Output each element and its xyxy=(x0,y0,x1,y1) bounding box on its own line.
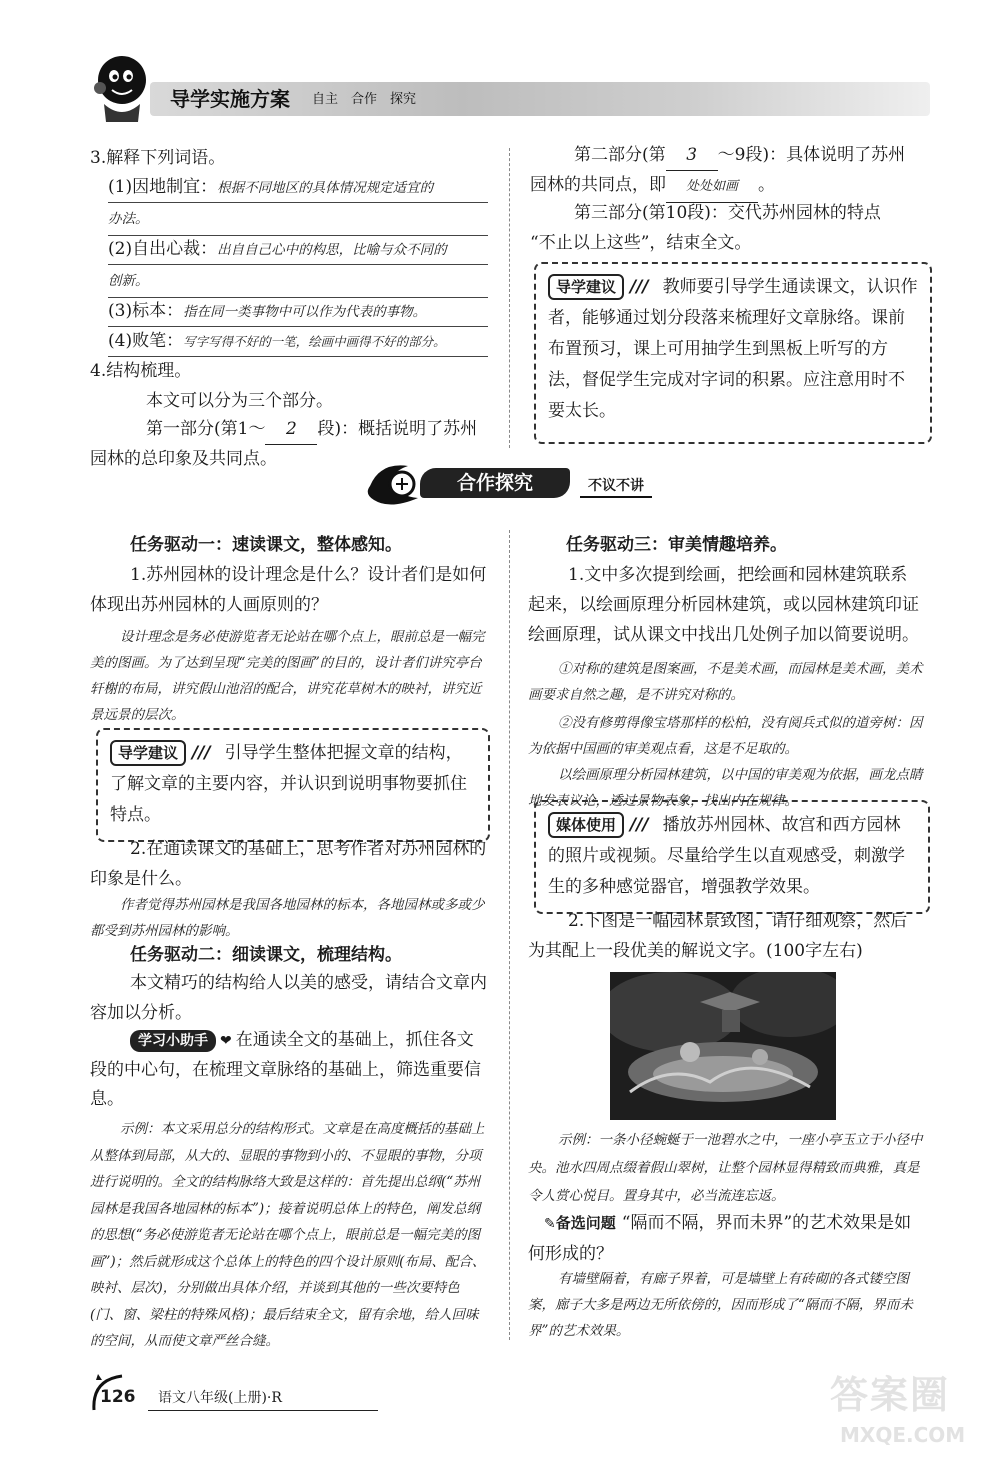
helper-tag: 学习小助手 xyxy=(130,1030,216,1052)
task3-answer-2: 示例：一条小径蜿蜒于一池碧水之中，一座小亭玉立于小径中央。池水四周点缀着假山翠树，让整个园林显得精致而典雅，真是令人赏心悦目。置身其中，必当流连忘返。 xyxy=(528,1132,923,1204)
word-item-4 xyxy=(108,326,488,357)
media-use-box xyxy=(534,800,930,914)
word-label: (4)败笔： xyxy=(108,331,184,351)
page-header xyxy=(80,50,930,125)
section-banner xyxy=(360,456,660,512)
q4-title: 4.结构梳理。 xyxy=(90,361,192,381)
part1-text-a: 第一部分(第1～ xyxy=(146,419,266,439)
helper-block xyxy=(90,1026,490,1114)
page-footer xyxy=(88,1370,388,1420)
part1-blank: 2 xyxy=(265,414,317,445)
footer-rule xyxy=(148,1410,378,1411)
guide-tip-text: 教师要引导学生通读课文，认识作者，能够通过划分段落来梳理好文章脉络。课前布置预习，课上可用抽学生到黑板上听写的方法，督促学生完成对字词的积累。应注意用时不要太长。 xyxy=(548,277,918,421)
extra-tag: 备选问题 xyxy=(555,1214,616,1232)
word-item-2 xyxy=(108,234,488,298)
task3-answer-1b: ②没有修剪得像宝塔那样的松柏，没有阅兵式似的道旁树：因为依据中国画的审美观点看，这是不足取的。 xyxy=(528,715,923,757)
garden-photo xyxy=(610,972,836,1120)
watermark-url: MXQE.COM xyxy=(840,1423,966,1447)
tag-slash-icon: /// xyxy=(630,815,649,835)
part2-text-c: 园林的共同点，即 xyxy=(530,175,666,195)
heart-icon: ❤ xyxy=(220,1033,232,1049)
guide-tip-text: 引导学生整体把握文章的结构，了解文章的主要内容，并认识到说明事物要抓住特点。 xyxy=(110,743,467,825)
task2-question: 本文精巧的结构给人以美的感受，请结合文章内容加以分析。 xyxy=(90,973,487,1023)
word-answer-cont: 创新。 xyxy=(108,265,488,298)
word-item-1 xyxy=(108,172,488,236)
part2-blank-2: 处处如画 xyxy=(666,172,758,203)
task3-title: 任务驱动三：审美情趣培养。 xyxy=(566,535,787,555)
task1-answer: 设计理念是务必使游览者无论站在哪个点上，眼前总是一幅完美的图画。为了达到呈现“完美的图画”的目的，设计者们讲究亭台轩榭的布局，讲究假山池沼的配合，讲究花草树木的映衬，讲究近景远景的层次。 xyxy=(90,629,485,723)
word-answer-cont: 办法。 xyxy=(108,203,488,236)
q3-title: 3.解释下列词语。 xyxy=(90,148,226,168)
part1-line xyxy=(146,414,477,445)
word-answer: 写字写得不好的一笔，绘画中画得不好的部分。 xyxy=(183,334,446,349)
guide-tip-box-1 xyxy=(534,262,932,444)
task2-answer: 示例：本文采用总分的结构形式。文章是在高度概括的基础上从整体到局部，从大的、显眼的事物到小的、不显眼的事物，分项进行说明的。全文的结构脉络大致是这样的：首先提出总纲(“苏州园林是我国各地园林的标本”)；接着说明总体上的特色，阐发总纲的思想(“务必使游览者无论站在哪个点上，眼前总是一幅完美的图画”)；然后就形成这个总体上的特色的四个设计原则(布局、配合、映衬、层次)，分别做出具体介绍，并谈到其他的一些次要特色(门、窗、梁柱的特殊风格)；最后结束全文，留有余地，给人回味的空间，从而使文章严丝合缝。 xyxy=(90,1121,486,1349)
task2-title: 任务驱动二：细读课文，梳理结构。 xyxy=(130,945,402,965)
word-label: (1)因地制宜： xyxy=(108,177,218,197)
part1-line-2: 园林的总印象及共同点。 xyxy=(90,449,277,469)
task1-question: 1.苏州园林的设计理念是什么？设计者们是如何体现出苏州园林的人画原则的？ xyxy=(90,565,487,615)
extra-question-text: “隔而不隔，界而未界”的艺术效果是如何形成的？ xyxy=(528,1213,912,1264)
word-item-3 xyxy=(108,296,488,327)
word-answer: 指在同一类事物中可以作为代表的事物。 xyxy=(183,304,427,320)
task1-title: 任务驱动一：速读课文，整体感知。 xyxy=(130,535,402,555)
word-answer: 根据不同地区的具体情况规定适宜的 xyxy=(217,180,434,196)
watermark-text: 答案圈 xyxy=(830,1373,951,1417)
part2-text-a: 第二部分(第 xyxy=(574,145,666,165)
task1-question-2: 2.在通读课文的基础上，思考作者对苏州园林的印象是什么。 xyxy=(90,839,487,889)
guide-tip-box-2 xyxy=(96,728,490,842)
section-title: 合作探究 xyxy=(420,468,570,498)
part3-line: 第三部分(第10段)：交代苏州园林的特点 xyxy=(574,203,881,223)
part2-line xyxy=(574,140,905,171)
word-answer: 出自自己心中的构思，比喻与众不同的 xyxy=(217,242,447,258)
pencil-icon: ✎ xyxy=(544,1216,556,1232)
header-title: 导学实施方案 xyxy=(170,87,290,111)
helper-text: 在通读全文的基础上，抓住各文段的中心句，在梳理文章脉络的基础上，筛选重要信息。 xyxy=(90,1030,481,1109)
extra-question xyxy=(528,1208,924,1269)
media-use-text: 播放苏州园林、故宫和西方园林的照片或视频。尽量给学生以直观感受，刺激学生的多种感觉器官，增强教学效果。 xyxy=(548,815,905,897)
column-divider-top xyxy=(509,148,510,448)
tag-slash-icon: /// xyxy=(192,743,211,763)
task1-answer-2: 作者觉得苏州园林是我国各地园林的标本，各地园林或多或少都受到苏州园林的影响。 xyxy=(90,897,485,939)
media-use-tag: 媒体使用 xyxy=(548,812,624,838)
part2-text-b: ～9段)：具体说明了苏州 xyxy=(717,145,906,165)
word-label: (3)标本： xyxy=(108,301,184,321)
part2-blank: 3 xyxy=(666,140,718,171)
part3-line-2: “不止以上这些”，结束全文。 xyxy=(530,233,752,253)
column-divider-bottom xyxy=(509,530,510,1340)
mascot-logo xyxy=(90,50,150,125)
tag-slash-icon: /// xyxy=(630,277,649,297)
word-label: (2)自出心裁： xyxy=(108,239,218,259)
part1-text-b: 段)：概括说明了苏州 xyxy=(317,419,478,439)
task3-question-1: 1.文中多次提到绘画，把绘画和园林建筑联系起来，以绘画原理分析园林建筑，或以园林建筑印证绘画原理，试从课文中找出几处例子加以简要说明。 xyxy=(528,565,919,645)
header-subtitle: 自主 合作 探究 xyxy=(312,92,417,107)
extra-answer: 有墙壁隔着，有廊子界着，可是墙壁上有砖砌的各式镂空图案，廊子大多是两边无所依傍的，因而形成了“隔而不隔，界而未界”的艺术效果。 xyxy=(528,1271,913,1339)
page-number: 126 xyxy=(100,1387,136,1407)
section-tag: 不议不讲 xyxy=(580,476,652,498)
guide-tip-tag: 导学建议 xyxy=(548,274,624,300)
q4-intro: 本文可以分为三个部分。 xyxy=(146,391,333,411)
task3-answer-1c: 以绘画原理分析园林建筑，以中国的审美观为依据，画龙点睛地发表议论，透过景物表象，找出内在规律。 xyxy=(528,767,923,809)
book-title: 语文八年级(上册)·R xyxy=(158,1390,282,1406)
task3-answer-1a: ①对称的建筑是图案画，不是美术画，而园林是美术画，美术画要求自然之趣，是不讲究对称的。 xyxy=(528,661,923,703)
part2-text-d: 。 xyxy=(758,175,775,195)
guide-tip-tag: 导学建议 xyxy=(110,740,186,766)
task3-question-2: 2.下图是一幅园林景致图，请仔细观察，然后为其配上一段优美的解说文字。(100字左右) xyxy=(528,911,908,961)
